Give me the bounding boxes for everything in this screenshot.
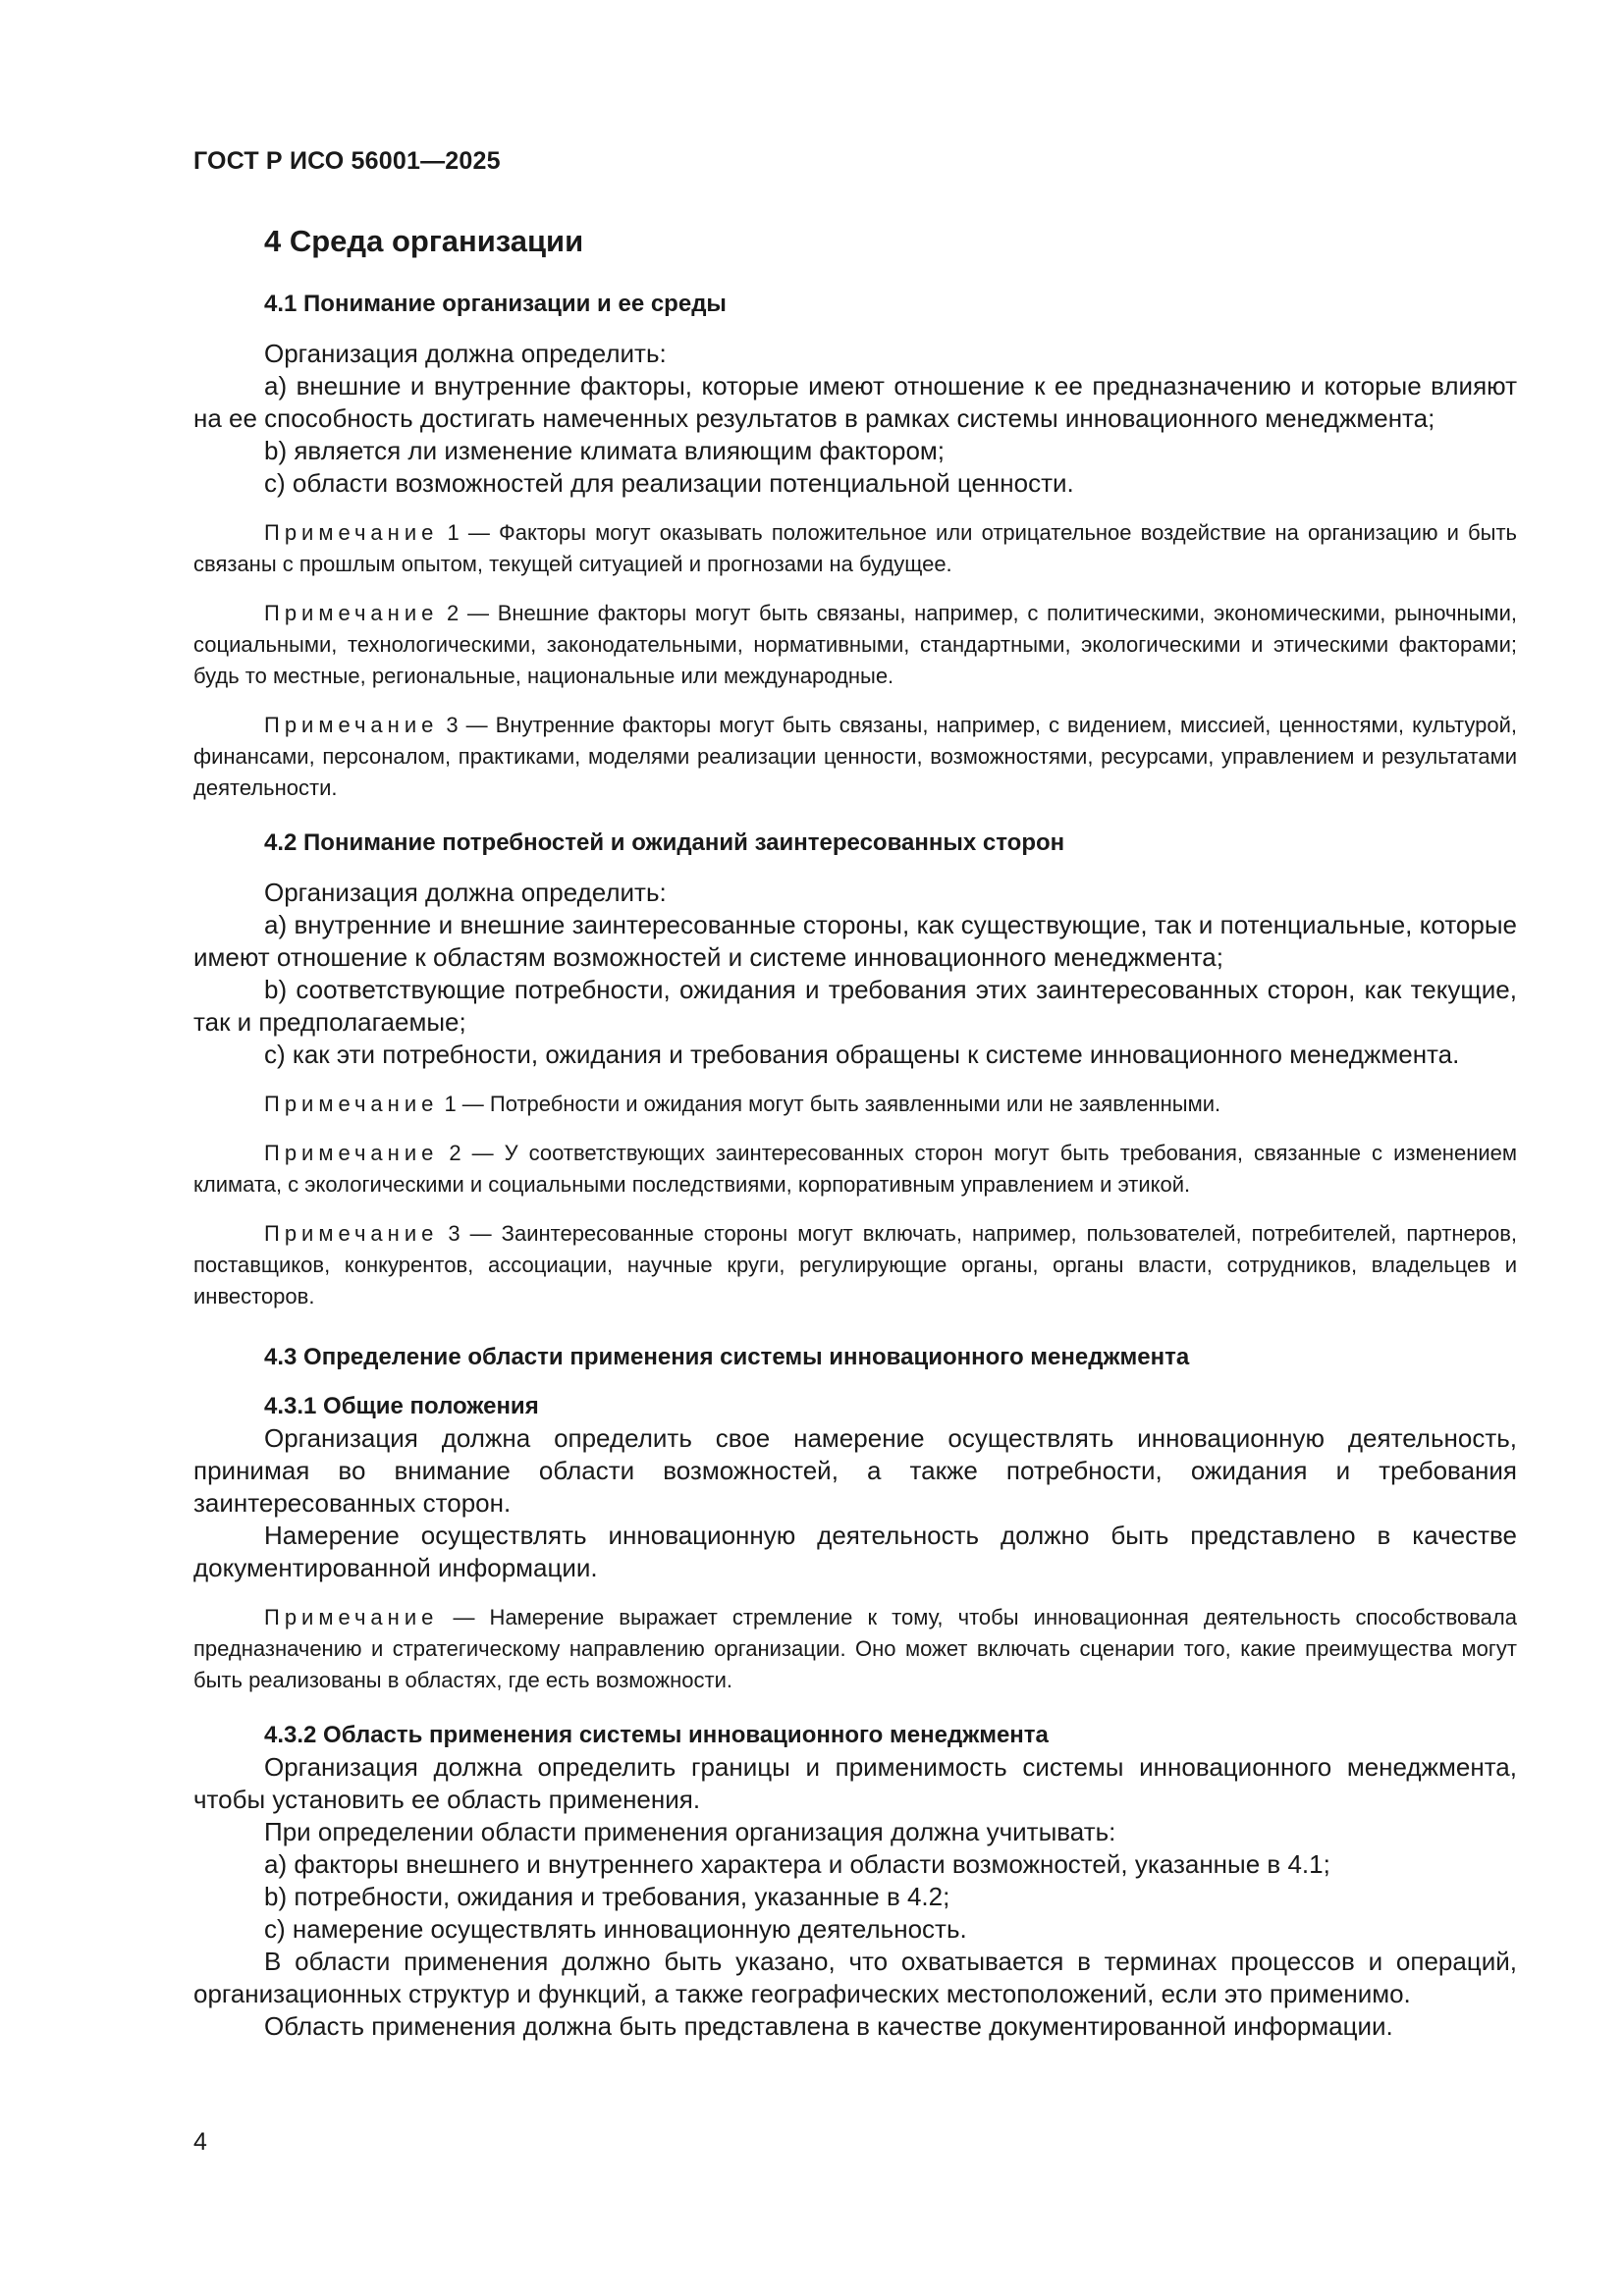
- page-content: [193, 222, 1517, 2043]
- note-label: Примечание: [264, 520, 439, 545]
- subsection-4-3-2-title: 4.3.2 Область применения системы инновационного менеджмента: [264, 1722, 1049, 1748]
- note-text: 3 — Внутренние факторы могут быть связаны, например, с видением, миссией, ценностями, культурой, финансами, персоналом, практиками, моделями реализации ценности, возможностями, ресурсами, управлением и результатами деятельности.: [193, 713, 1517, 800]
- paragraph-4-3-2-p3: В области применения должно быть указано, что охватывается в терминах процессов и операций, организационных структур и функций, а также географических местоположений, если это применимо.: [193, 1947, 1517, 2008]
- list-item-4-2-c: с) как эти потребности, ожидания и требования обращены к системе инновационного менеджмента.: [264, 1040, 1460, 1069]
- subsection-4-3-1-title: 4.3.1 Общие положения: [264, 1393, 539, 1419]
- paragraph-4-3-1-p1: Организация должна определить свое намерение осуществлять инновационную деятельность, принимая во внимание области возможностей, а также потребности, ожидания и требования заинтересованных сторон.: [193, 1423, 1517, 1518]
- paragraph-4-1-intro: Организация должна определить:: [264, 339, 667, 368]
- paragraph-4-3-2-p4: Область применения должна быть представлена в качестве документированной информации.: [264, 2011, 1393, 2041]
- note-4-2-3: [193, 1218, 1517, 1312]
- note-4-1-2: [193, 598, 1517, 692]
- list-item-4-1-c: с) области возможностей для реализации потенциальной ценности.: [264, 468, 1074, 498]
- note-label: Примечание: [264, 601, 439, 625]
- note-text: 2 — Внешние факторы могут быть связаны, например, с политическими, экономическими, рыночными, социальными, технологическими, законодательными, нормативными, стандартными, экологическими и этическими факторами; будь то местные, региональные, национальные или международные.: [193, 601, 1517, 688]
- note-4-2-2: [193, 1138, 1517, 1201]
- document-code-header: ГОСТ Р ИСО 56001—2025: [193, 147, 501, 175]
- note-4-1-1: [193, 517, 1517, 580]
- subsection-4-3-title: 4.3 Определение области применения системы инновационного менеджмента: [264, 1344, 1190, 1370]
- note-label: Примечание: [264, 1221, 439, 1246]
- page-number: 4: [193, 2128, 207, 2156]
- subsection-4-1-title: 4.1 Понимание организации и ее среды: [264, 291, 727, 317]
- note-label: Примечание: [264, 1092, 439, 1116]
- paragraph-4-3-2-p1: Организация должна определить границы и применимость системы инновационного менеджмента, чтобы установить ее область применения.: [193, 1752, 1517, 1814]
- note-4-2-1: [193, 1089, 1517, 1120]
- note-4-3-1: [193, 1602, 1517, 1696]
- note-text: — Намерение выражает стремление к тому, чтобы инновационная деятельность способствовала предназначению и стратегическому направлению организации. Оно может включать сценарии того, какие преимущества могут быть реализованы в областях, где есть возможности.: [193, 1605, 1517, 1692]
- paragraph-4-3-1-p2: Намерение осуществлять инновационную деятельность должно быть представлено в качестве документированной информации.: [193, 1521, 1517, 1582]
- note-text: 1 — Потребности и ожидания могут быть заявленными или не заявленными.: [438, 1092, 1221, 1116]
- list-item-4-2-a: а) внутренние и внешние заинтересованные стороны, как существующие, так и потенциальные, которые имеют отношение к областям возможностей и системе инновационного менеджмента;: [193, 910, 1517, 972]
- list-item-4-1-b: b) является ли изменение климата влияющим фактором;: [264, 436, 946, 465]
- note-text: 2 — У соответствующих заинтересованных сторон могут быть требования, связанные с изменением климата, с экологическими и социальными последствиями, корпоративным управлением и этикой.: [193, 1141, 1517, 1197]
- section-title: 4 Среда организации: [264, 224, 584, 258]
- note-label: Примечание: [264, 713, 439, 737]
- paragraph-4-2-intro: Организация должна определить:: [264, 878, 667, 907]
- list-item-4-2-b: b) соответствующие потребности, ожидания и требования этих заинтересованных сторон, как текущие, так и предполагаемые;: [193, 975, 1517, 1037]
- note-text: 1 — Факторы могут оказывать положительное или отрицательное воздействие на организацию и быть связаны с прошлым опытом, текущей ситуацией и прогнозами на будущее.: [193, 520, 1517, 576]
- note-4-1-3: [193, 710, 1517, 804]
- subsection-4-2-title: 4.2 Понимание потребностей и ожиданий заинтересованных сторон: [264, 829, 1065, 856]
- list-item-4-3-2-c: с) намерение осуществлять инновационную деятельность.: [264, 1914, 967, 1944]
- note-text: 3 — Заинтересованные стороны могут включать, например, пользователей, потребителей, партнеров, поставщиков, конкурентов, ассоциации, научные круги, регулирующие органы, органы власти, сотрудников, владельцев и инвесторов.: [193, 1221, 1517, 1308]
- note-label: Примечание: [264, 1141, 439, 1165]
- note-label: Примечание: [264, 1605, 439, 1629]
- list-item-4-1-a: а) внешние и внутренние факторы, которые имеют отношение к ее предназначению и которые влияют на ее способность достигать намеченных результатов в рамках системы инновационного менеджмента;: [193, 371, 1517, 433]
- list-item-4-3-2-a: а) факторы внешнего и внутреннего характера и области возможностей, указанные в 4.1;: [264, 1849, 1330, 1879]
- list-item-4-3-2-b: b) потребности, ожидания и требования, указанные в 4.2;: [264, 1882, 950, 1911]
- paragraph-4-3-2-p2: При определении области применения организация должна учитывать:: [264, 1817, 1116, 1846]
